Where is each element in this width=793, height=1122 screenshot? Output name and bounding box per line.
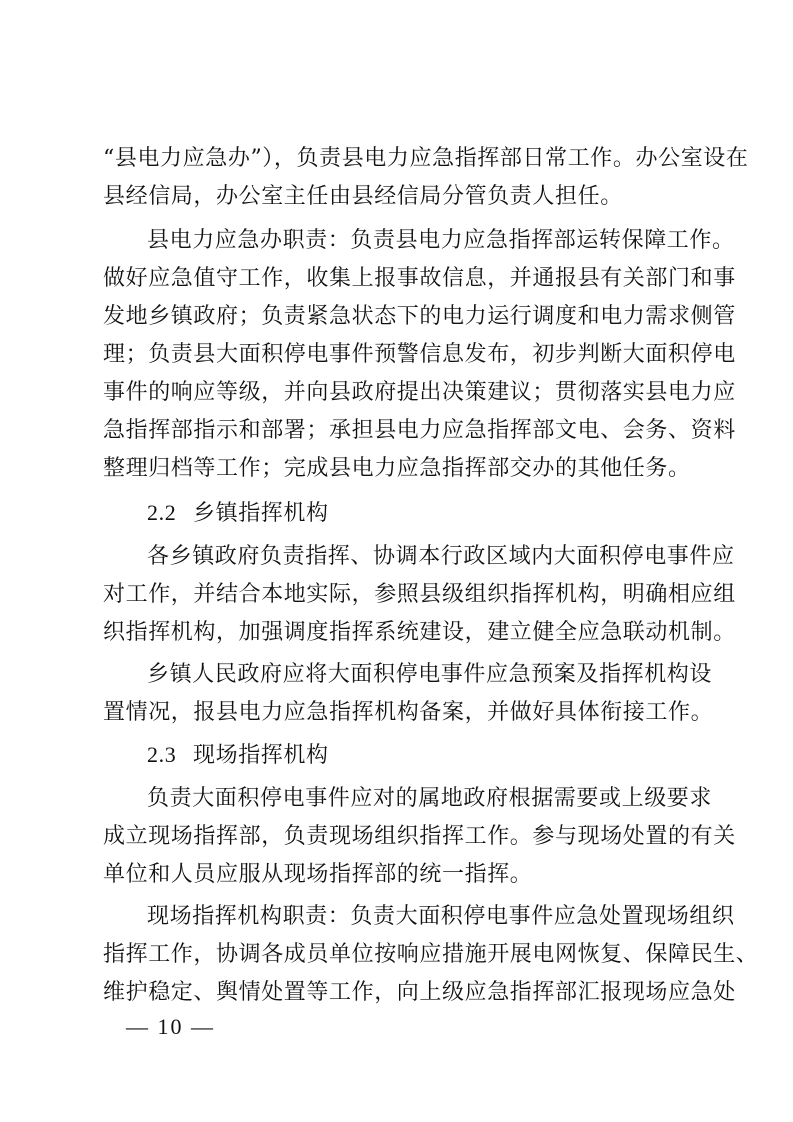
paragraph-start: 现场指挥机构职责：负责大面积停电事件应急处置现场组织 [147,904,735,929]
paragraph-start: 负责大面积停电事件应对的属地政府根据需要或上级要求 [147,786,713,811]
section-number: 2.2 [147,500,177,525]
text-line: 置情况，报县电力应急指挥机构备案，并做好具体衔接工作。 [103,700,714,725]
text-line: 发地乡镇政府；负责紧急状态下的电力运行调度和电力需求侧管 [103,304,736,329]
paragraph-start: 县电力应急办职责：负责县电力应急指挥部运转保障工作。 [147,228,735,253]
text-line: 整理归档等工作；完成县电力应急指挥部交办的其他任务。 [103,456,691,481]
text-line: 对工作，并结合本地实际，参照县级组织指挥机构，明确相应组 [103,582,736,607]
section-title: 现场指挥机构 [193,743,329,768]
text-line: 成立现场指挥部，负责现场组织指挥工作。参与现场处置的有关 [103,824,736,849]
section-number: 2.3 [147,742,177,767]
text-line: 维护稳定、舆情处置等工作，向上级应急指挥部汇报现场应急处 [103,980,736,1005]
paragraph-start: 乡镇人民政府应将大面积停电事件应急预案及指挥机构设 [147,662,713,687]
text-line: “县电力应急办”），负责县电力应急指挥部日常工作。办公室设在 [103,146,749,171]
text-line: 指挥工作，协调各成员单位按响应措施开展电网恢复、保障民生、 [103,942,759,967]
text-line: 织指挥机构，加强调度指挥系统建设，建立健全应急联动机制。 [103,620,736,645]
text-line: 做好应急值守工作，收集上报事故信息，并通报县有关部门和事 [103,266,736,291]
section-title: 乡镇指挥机构 [193,501,329,526]
text-line: 单位和人员应服从现场指挥部的统一指挥。 [103,862,533,887]
text-line: 事件的响应等级，并向县政府提出决策建议；贯彻落实县电力应 [103,380,736,405]
section-heading-2-2 [147,494,747,532]
page-number: — 10 — [126,1014,215,1039]
text-line: 理；负责县大面积停电事件预警信息发布，初步判断大面积停电 [103,342,736,367]
text-line: 县经信局，办公室主任由县经信局分管负责人担任。 [103,184,623,209]
section-heading-2-3 [147,736,747,774]
text-line: 急指挥部指示和部署；承担县电力应急指挥部文电、会务、资料 [103,418,736,443]
paragraph-start: 各乡镇政府负责指挥、协调本行政区域内大面积停电事件应 [147,544,735,569]
